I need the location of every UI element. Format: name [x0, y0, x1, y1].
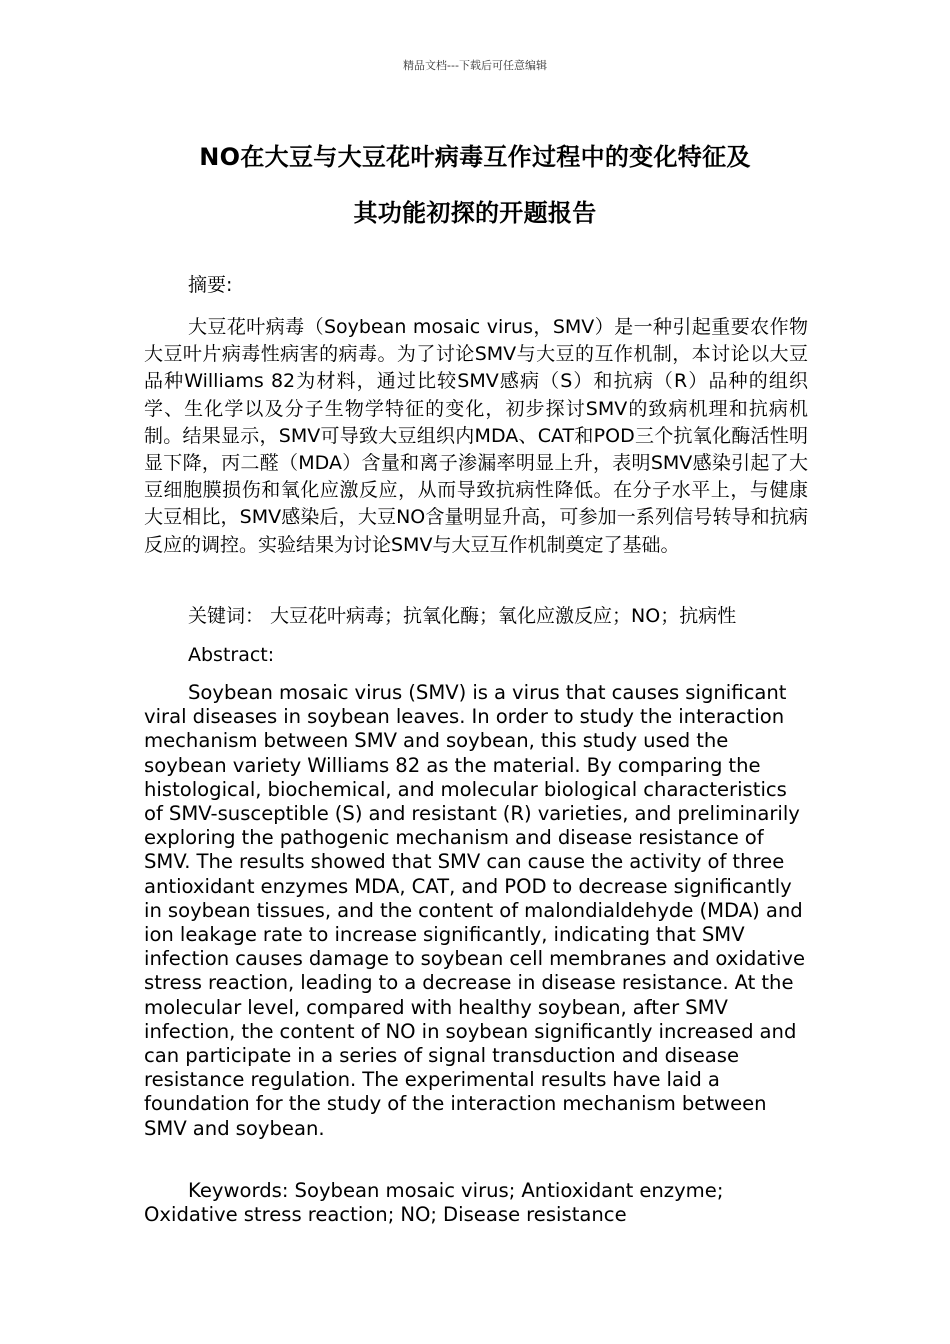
abstract-zh-label: 摘要:: [188, 274, 233, 296]
abstract-en-label: Abstract:: [188, 644, 275, 666]
abstract-en-keywords: Keywords: Soybean mosaic virus; Antioxidant enzyme; Oxidative stress reaction; NO; Disease resistance: [144, 1179, 724, 1227]
abstract-zh-body: 大豆花叶病毒（Soybean mosaic virus，SMV）是一种引起重要农作物大豆叶片病毒性病害的病毒。为了讨论SMV与大豆的互作机制，本讨论以大豆品种Williams 82为材料，通过比较SMV感病（S）和抗病（R）品种的组织学、生化学以及分子生物学特征的变化，初步探讨SMV的致病机理和抗病机制。结果显示，SMV可导致大豆组织内MDA、CAT和POD三个抗氧化酶活性明显下降，丙二醛（MDA）含量和离子渗漏率明显上升，表明SMV感染引起了大豆细胞膜损伤和氧化应激反应，从而导致抗病性降低。在分子水平上，与健康大豆相比，SMV感染后，大豆NO含量明显升高，可参加一系列信号转导和抗病反应的调控。实验结果为讨论SMV与大豆互作机制奠定了基础。: [144, 316, 808, 556]
abstract-en-label-block: [144, 642, 808, 668]
abstract-en-body: Soybean mosaic virus (SMV) is a virus that causes significant viral diseases in soybean leaves. In order to study the interaction mechanism between SMV and soybean, this study used the soybean variety Williams 82 as the material. By comparing the histological, biochemical, and molecular biological characteristics of SMV-susceptible (S) and resistant (R) varieties, and preliminarily exploring the pathogenic mechanism and disease resistance of SMV. The results showed that SMV can cause the activity of three antioxidant enzymes MDA, CAT, and POD to decrease significantly in soybean tissues, and the content of malondialdehyde (MDA) and ion leakage rate to increase significantly, indicating that SMV infection causes damage to soybean cell membranes and oxidative stress reaction, leading to a decrease in disease resistance. At the molecular level, compared with healthy soybean, after SMV infection, the content of NO in soybean significantly increased and can participate in a series of signal transduction and disease resistance regulation. The experimental results have laid a foundation for the study of the interaction mechanism between SMV and soybean.: [144, 681, 806, 1140]
abstract-en-body-block: [144, 681, 808, 1141]
abstract-zh-keywords: 关键词： 大豆花叶病毒；抗氧化酶；氧化应激反应；NO；抗病性: [188, 605, 737, 627]
header-note: 精品文档---下载后可任意编辑: [403, 59, 547, 72]
title-line-2: 其功能初探的开题报告: [353, 199, 597, 227]
abstract-zh-body-block: [144, 314, 808, 559]
abstract-zh-keywords-block: [144, 603, 808, 629]
abstract-zh-label-block: [144, 272, 808, 298]
abstract-en-keywords-block: [144, 1179, 808, 1227]
title-line-1: NO在大豆与大豆花叶病毒互作过程中的变化特征及: [199, 143, 751, 171]
